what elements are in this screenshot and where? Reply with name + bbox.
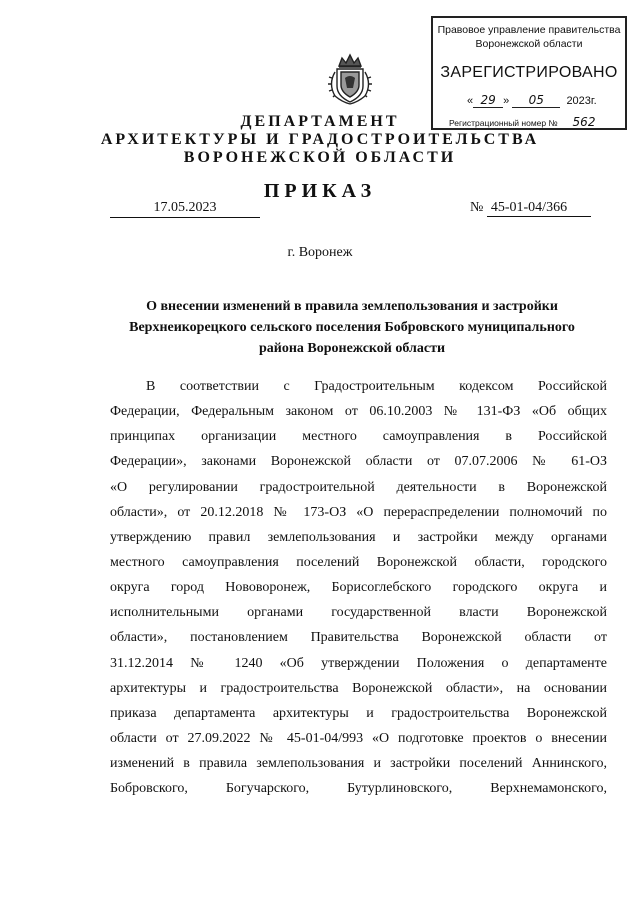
body-text <box>110 374 607 801</box>
order-number-value: 45-01-04/366 <box>487 200 591 217</box>
order-number-prefix: № <box>470 200 484 215</box>
stamp-org-line1: Правовое управление правительства <box>437 24 621 36</box>
coat-of-arms-icon <box>325 52 375 106</box>
body-line: принципах организации местного самоуправления в Российской <box>110 429 607 445</box>
doc-type-title: ПРИКАЗ <box>263 180 377 202</box>
subject-line2: Верхнеикорецкого сельского поселения Бобровского муниципального <box>129 320 575 335</box>
stamp-org-line2: Воронежской области <box>475 38 583 50</box>
body-line: архитектуры и градостроительства Воронежской области», на основании <box>110 680 607 696</box>
body-line: округа город Нововоронеж, Борисоглебского городского округа и <box>110 580 607 596</box>
stamp-date-year: 2023г. <box>566 95 597 107</box>
dept-name-line1: ДЕПАРТАМЕНТ <box>240 113 400 130</box>
body-line: «О регулировании градостроительной деятельности в Воронежской <box>110 479 607 495</box>
city: г. Воронеж <box>287 245 353 260</box>
body-line: 31.12.2014 № 1240 «Об утверждении Положения о департаменте <box>110 655 607 671</box>
body-line: приказа департамента архитектуры и градостроительства Воронежской <box>110 705 607 721</box>
body-line: изменений в правила землепользования и застройки поселений Аннинского, <box>110 756 607 772</box>
stamp-reg-label: Регистрационный номер № <box>449 118 558 128</box>
subject-line3: района Воронежской области <box>258 341 446 356</box>
order-date: 17.05.2023 <box>110 200 260 218</box>
order-number <box>470 200 591 217</box>
body-line: Федерации», законами Воронежской области от 07.07.2006 № 61-ОЗ <box>110 454 607 470</box>
order-subject <box>90 296 614 359</box>
stamp-status: ЗАРЕГИСТРИРОВАНО <box>440 64 618 81</box>
body-line: области от 27.09.2022 № 45-01-04/993 «О подготовке проектов о внесении <box>110 730 607 746</box>
subject-line1: О внесении изменений в правила землепользования и застройки <box>146 299 558 314</box>
body-line: утверждению правил землепользования и застройки между органами <box>110 529 607 545</box>
body-line: области», постановлением Правительства Воронежской области от <box>110 630 607 646</box>
stamp-reg-value: 562 <box>560 115 608 130</box>
dept-name-line3: ВОРОНЕЖСКОЙ ОБЛАСТИ <box>183 149 457 166</box>
stamp-date-day: 29 <box>473 93 503 108</box>
body-line: Бобровского, Богучарского, Бутурлиновского, Верхнемамонского, <box>110 781 607 797</box>
body-line: местного самоуправления поселений Воронежской области, городского <box>110 554 607 570</box>
body-line: В соответствии с Градостроительным кодексом Российской <box>146 379 607 394</box>
body-line: исполнительными органами государственной власти Воронежской <box>110 605 607 621</box>
stamp-date-month: 05 <box>512 93 560 108</box>
body-line: Федерации, Федеральным законом от 06.10.2003 № 131-ФЗ «Об общих <box>110 404 607 420</box>
dept-name-line2: АРХИТЕКТУРЫ И ГРАДОСТРОИТЕЛЬСТВА <box>100 131 540 148</box>
stamp-date: « 29 » 05 2023г. <box>467 93 597 107</box>
body-line: области», от 20.12.2018 № 173-ОЗ «О перераспределении полномочий по <box>110 504 607 520</box>
